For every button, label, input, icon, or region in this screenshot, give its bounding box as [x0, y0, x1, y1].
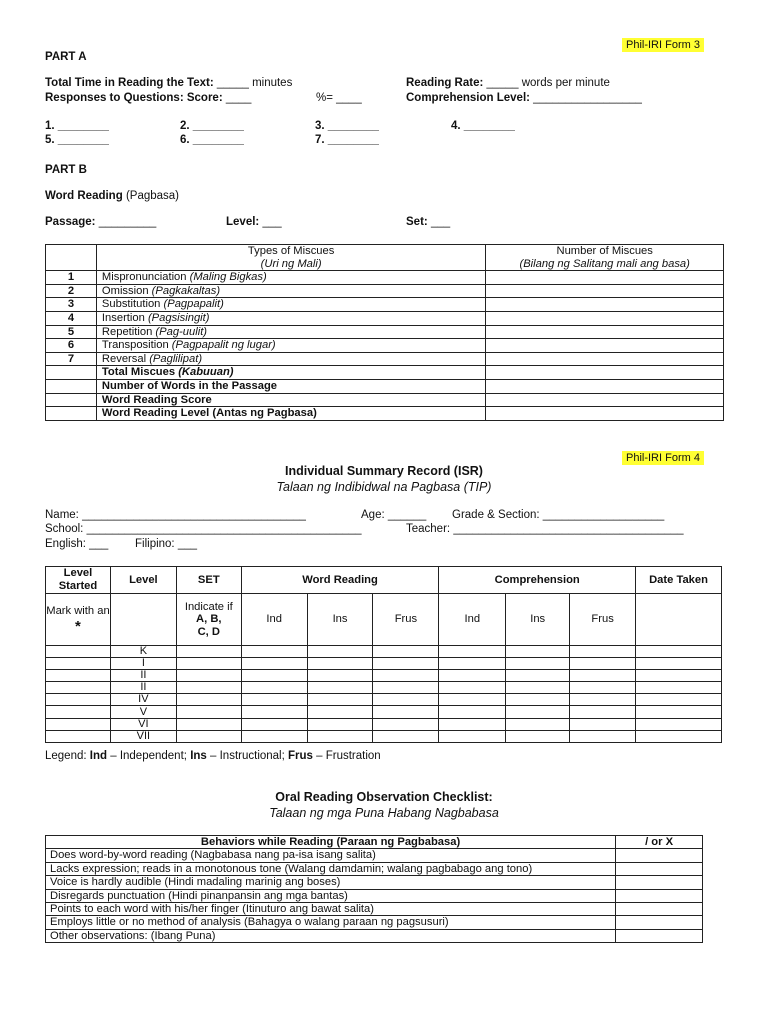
word-reading-frus-header: Frus — [373, 594, 439, 646]
miscue-type — [96, 325, 485, 339]
word-reading-ins-header: Ins — [307, 594, 373, 646]
checklist-row — [46, 889, 703, 902]
grade-field[interactable]: ___________________ — [542, 509, 665, 521]
responses-label: Responses to Questions: Score: — [45, 92, 223, 104]
date-taken-subheader-blank — [636, 594, 722, 646]
isr-entry-cell[interactable] — [439, 706, 506, 718]
reading-rate-field[interactable]: _____ words per minute — [486, 77, 610, 89]
miscue-tagalog: (Maling Bigkas) — [189, 271, 267, 284]
behavior-text: Employs little or no method of analysis (Bahagya o walang paraan ng pagsusuri) — [46, 916, 616, 929]
level-subheader-blank — [110, 594, 176, 646]
miscue-label: Reversal — [101, 352, 147, 365]
isr-entry-cell[interactable] — [439, 694, 506, 706]
word-reading-header: Word Reading — [241, 567, 439, 594]
miscue-count-cell[interactable] — [486, 271, 724, 285]
isr-level-row — [46, 706, 722, 718]
blank-cell — [46, 379, 97, 393]
word-reading-sub: (Pagbasa) — [125, 190, 179, 202]
miscue-label: Mispronunciation — [101, 271, 187, 284]
level-field[interactable]: ___ — [262, 216, 282, 228]
number-of-words-cell[interactable] — [486, 379, 724, 393]
isr-entry-cell[interactable] — [636, 730, 722, 742]
filipino-field[interactable]: ___ — [177, 538, 198, 550]
miscues-header-blank — [46, 245, 97, 271]
miscue-label: Insertion — [101, 311, 145, 324]
responses-line — [45, 92, 251, 104]
miscue-number: 4 — [46, 311, 97, 325]
isr-level-label: V — [110, 706, 176, 718]
isr-level-label: VI — [110, 718, 176, 730]
reading-rate-line — [406, 77, 610, 89]
isr-entry-cell[interactable] — [46, 670, 111, 682]
isr-entry-cell[interactable] — [506, 730, 570, 742]
blank-cell — [46, 393, 97, 407]
mark-with-text: Mark with an — [46, 604, 110, 617]
comprehension-ind-header: Ind — [439, 594, 506, 646]
isr-entry-cell[interactable] — [241, 658, 307, 670]
comprehension-frus-header: Frus — [570, 594, 636, 646]
legend-prefix: Legend: — [45, 750, 87, 762]
miscue-tagalog: (Paglilipat) — [149, 352, 203, 365]
passage-line — [45, 216, 156, 228]
set-label: Set: — [406, 216, 428, 228]
miscue-count-cell[interactable] — [486, 325, 724, 339]
miscue-type — [96, 352, 485, 366]
isr-entry-cell[interactable] — [241, 730, 307, 742]
miscue-number: 5 — [46, 325, 97, 339]
word-reading-label: Word Reading — [45, 190, 123, 202]
set-field[interactable]: ___ — [430, 216, 451, 228]
level-started-header: Level Started — [46, 567, 111, 594]
word-reading-score-row — [46, 393, 724, 407]
age-label: Age: — [361, 509, 385, 521]
set-options-line1: A, B, — [196, 613, 222, 626]
word-reading-level-row — [46, 407, 724, 421]
level-line — [226, 216, 282, 228]
school-label: School: — [45, 523, 84, 535]
isr-entry-cell[interactable] — [241, 646, 307, 658]
isr-entry-cell[interactable] — [506, 646, 570, 658]
number-of-words-row — [46, 379, 724, 393]
isr-entry-cell[interactable] — [439, 646, 506, 658]
isr-entry-cell[interactable] — [636, 658, 722, 670]
checklist-rows — [46, 849, 703, 943]
comprehension-line — [406, 92, 642, 104]
form3-badge: Phil-IRI Form 3 — [622, 38, 704, 52]
behavior-text: Voice is hardly audible (Hindi madaling marinig ang boses) — [46, 876, 616, 889]
miscues-header-row — [46, 245, 724, 271]
miscue-tagalog: (Pagkakaltas) — [151, 284, 221, 297]
isr-entry-cell[interactable] — [307, 682, 373, 694]
mark-with-cell — [46, 594, 111, 646]
isr-entry-cell[interactable] — [176, 646, 241, 658]
comprehension-label: Comprehension Level: — [406, 92, 530, 104]
types-of-miscues-header — [96, 245, 485, 271]
blank-cell — [46, 366, 97, 380]
checklist-row — [46, 929, 703, 942]
isr-level-row — [46, 682, 722, 694]
isr-entry-cell[interactable] — [46, 694, 111, 706]
teacher-line — [406, 523, 684, 535]
behavior-mark-cell[interactable] — [616, 889, 703, 902]
isr-level-row — [46, 730, 722, 742]
percent-field[interactable]: %= ____ — [316, 92, 362, 104]
filipino-line — [135, 538, 197, 550]
miscue-count-cell[interactable] — [486, 352, 724, 366]
miscue-number: 7 — [46, 352, 97, 366]
isr-subtitle: Talaan ng Indibidwal na Pagbasa (TIP) — [276, 480, 492, 494]
isr-entry-cell[interactable] — [46, 658, 111, 670]
miscue-tagalog: (Pagpapalit) — [163, 298, 224, 311]
checklist-row — [46, 903, 703, 916]
total-time-field[interactable]: _____ minutes — [216, 77, 293, 89]
isr-title: Individual Summary Record (ISR) — [285, 464, 483, 478]
passage-label: Passage: — [45, 216, 96, 228]
isr-entry-cell[interactable] — [307, 646, 373, 658]
miscue-number: 3 — [46, 298, 97, 312]
miscue-number: 6 — [46, 339, 97, 353]
isr-entry-cell[interactable] — [506, 694, 570, 706]
answer-1[interactable]: 1. ________ — [45, 120, 109, 132]
legend-frus: Frus — [288, 750, 313, 762]
miscue-row — [46, 298, 724, 312]
answer-6[interactable]: 6. ________ — [180, 134, 244, 146]
miscue-row — [46, 311, 724, 325]
passage-field[interactable]: _________ — [98, 216, 157, 228]
behavior-text: Disregards punctuation (Hindi pinanpansin ang mga bantas) — [46, 889, 616, 902]
isr-entry-cell[interactable] — [636, 670, 722, 682]
behavior-mark-cell[interactable] — [616, 903, 703, 916]
miscue-row — [46, 352, 724, 366]
isr-entry-cell[interactable] — [636, 646, 722, 658]
isr-entry-cell[interactable] — [439, 730, 506, 742]
age-field[interactable]: ______ — [387, 509, 427, 521]
isr-level-row — [46, 694, 722, 706]
isr-level-row — [46, 646, 722, 658]
isr-entry-cell[interactable] — [570, 718, 636, 730]
level-header: Level — [110, 567, 176, 594]
miscue-type — [96, 311, 485, 325]
comprehension-field[interactable]: _________________ — [533, 92, 642, 104]
checklist-subtitle: Talaan ng mga Puna Habang Nagbabasa — [269, 806, 499, 820]
isr-entry-cell[interactable] — [570, 658, 636, 670]
isr-entry-cell[interactable] — [506, 658, 570, 670]
isr-entry-cell[interactable] — [439, 658, 506, 670]
isr-subheader-row — [46, 594, 722, 646]
isr-entry-cell[interactable] — [241, 670, 307, 682]
miscue-tagalog: (Pagsisingit) — [147, 311, 210, 324]
isr-entry-cell[interactable] — [373, 682, 439, 694]
miscue-row — [46, 271, 724, 285]
isr-entry-cell[interactable] — [570, 682, 636, 694]
miscue-label: Omission — [101, 284, 149, 297]
isr-entry-cell[interactable] — [307, 718, 373, 730]
miscue-type — [96, 298, 485, 312]
legend-ind-desc: – Independent; — [110, 750, 187, 762]
isr-entry-cell[interactable] — [307, 706, 373, 718]
miscue-tagalog: (Pag-uulit) — [155, 325, 208, 338]
isr-entry-cell[interactable] — [636, 706, 722, 718]
isr-entry-cell[interactable] — [176, 730, 241, 742]
isr-entry-cell[interactable] — [570, 706, 636, 718]
level-label: Level: — [226, 216, 260, 228]
answer-3[interactable]: 3. ________ — [315, 120, 379, 132]
grade-label: Grade & Section: — [452, 509, 540, 521]
word-reading-score-cell[interactable] — [486, 393, 724, 407]
observation-checklist-table — [45, 835, 703, 943]
miscue-number: 1 — [46, 271, 97, 285]
isr-entry-cell[interactable] — [570, 646, 636, 658]
behavior-mark-cell[interactable] — [616, 862, 703, 875]
school-line — [45, 523, 362, 535]
isr-entry-cell[interactable] — [307, 670, 373, 682]
form4-badge: Phil-IRI Form 4 — [622, 451, 704, 465]
word-reading-level-cell[interactable] — [486, 407, 724, 421]
isr-entry-cell[interactable] — [570, 694, 636, 706]
word-reading-title — [45, 190, 179, 202]
checklist-header-row — [46, 836, 703, 849]
miscue-label: Substitution — [101, 298, 161, 311]
behavior-text: Points to each word with his/her finger (Itinuturo ang bawat salita) — [46, 903, 616, 916]
total-miscues-text: Total Miscues — [101, 366, 176, 379]
miscue-count-cell[interactable] — [486, 298, 724, 312]
legend-ins: Ins — [190, 750, 207, 762]
isr-level-label: II — [110, 670, 176, 682]
total-miscues-row — [46, 366, 724, 380]
blank-cell — [46, 407, 97, 421]
age-line — [361, 509, 426, 521]
isr-entry-cell[interactable] — [373, 658, 439, 670]
isr-entry-cell[interactable] — [506, 718, 570, 730]
word-reading-ind-header: Ind — [241, 594, 307, 646]
part-b-heading: PART B — [45, 164, 87, 176]
number-of-miscues-title: Number of Miscues — [556, 245, 653, 257]
answer-5[interactable]: 5. ________ — [45, 134, 109, 146]
isr-level-label: K — [110, 646, 176, 658]
isr-entry-cell[interactable] — [176, 682, 241, 694]
grade-line — [452, 509, 664, 521]
isr-entry-cell[interactable] — [46, 706, 111, 718]
behavior-text: Lacks expression; reads in a monotonous tone (Walang damdamin; walang pagbabago ang tono) — [46, 862, 616, 875]
isr-entry-cell[interactable] — [373, 646, 439, 658]
miscue-type — [96, 339, 485, 353]
answer-7[interactable]: 7. ________ — [315, 134, 379, 146]
isr-entry-cell[interactable] — [46, 718, 111, 730]
comprehension-header: Comprehension — [439, 567, 636, 594]
isr-entry-cell[interactable] — [636, 718, 722, 730]
isr-entry-cell[interactable] — [506, 670, 570, 682]
word-reading-level-label: Word Reading Level (Antas ng Pagbasa) — [96, 407, 485, 421]
behaviors-header: Behaviors while Reading (Paraan ng Pagbabasa) — [46, 836, 616, 849]
miscue-row — [46, 284, 724, 298]
date-taken-header: Date Taken — [636, 567, 722, 594]
teacher-label: Teacher: — [406, 523, 451, 535]
english-field[interactable]: ___ — [89, 538, 109, 550]
legend-ins-desc: – Instructional; — [210, 750, 285, 762]
behavior-text: Does word-by-word reading (Nagbabasa nang pa-isa isang salita) — [46, 849, 616, 862]
miscue-count-cell[interactable] — [486, 339, 724, 353]
types-of-miscues-title: Types of Miscues — [247, 245, 335, 257]
isr-entry-cell[interactable] — [570, 730, 636, 742]
isr-entry-cell[interactable] — [176, 706, 241, 718]
isr-level-rows — [46, 646, 722, 743]
name-line — [45, 509, 306, 521]
miscue-row — [46, 339, 724, 353]
isr-entry-cell[interactable] — [570, 670, 636, 682]
isr-entry-cell[interactable] — [176, 718, 241, 730]
name-field[interactable]: ___________________________________ — [82, 509, 306, 521]
answer-2[interactable]: 2. ________ — [180, 120, 244, 132]
isr-entry-cell[interactable] — [46, 682, 111, 694]
behavior-mark-cell[interactable] — [616, 849, 703, 862]
miscues-table — [45, 244, 724, 421]
reading-rate-label: Reading Rate: — [406, 77, 484, 89]
behavior-mark-cell[interactable] — [616, 916, 703, 929]
isr-entry-cell[interactable] — [506, 706, 570, 718]
legend-ind: Ind — [89, 750, 108, 762]
checklist-title: Oral Reading Observation Checklist: — [275, 790, 493, 804]
isr-entry-cell[interactable] — [307, 658, 373, 670]
school-field[interactable]: ___________________________________________ — [86, 523, 362, 535]
isr-entry-cell[interactable] — [241, 718, 307, 730]
isr-level-row — [46, 658, 722, 670]
number-of-words-label: Number of Words in the Passage — [96, 379, 485, 393]
total-miscues-label — [96, 366, 485, 380]
isr-entry-cell[interactable] — [373, 694, 439, 706]
isr-entry-cell[interactable] — [176, 670, 241, 682]
comprehension-ins-header: Ins — [506, 594, 570, 646]
number-of-miscues-header — [486, 245, 724, 271]
set-line — [406, 216, 450, 228]
legend — [45, 750, 381, 762]
legend-frus-desc: – Frustration — [316, 750, 381, 762]
name-label: Name: — [45, 509, 79, 521]
isr-entry-cell[interactable] — [373, 718, 439, 730]
word-reading-score-label: Word Reading Score — [96, 393, 485, 407]
isr-level-row — [46, 670, 722, 682]
total-miscues-cell[interactable] — [486, 366, 724, 380]
isr-entry-cell[interactable] — [176, 658, 241, 670]
isr-table — [45, 566, 722, 743]
responses-field[interactable]: ____ — [225, 92, 252, 104]
isr-entry-cell[interactable] — [439, 718, 506, 730]
indicate-cell — [176, 594, 241, 646]
asterisk-icon: * — [75, 617, 81, 635]
isr-level-row — [46, 718, 722, 730]
behavior-mark-cell[interactable] — [616, 876, 703, 889]
isr-entry-cell[interactable] — [46, 730, 111, 742]
isr-entry-cell[interactable] — [439, 670, 506, 682]
checklist-row — [46, 862, 703, 875]
behavior-mark-cell[interactable] — [616, 929, 703, 942]
isr-entry-cell[interactable] — [506, 682, 570, 694]
isr-level-label: II — [110, 682, 176, 694]
checklist-row — [46, 916, 703, 929]
isr-entry-cell[interactable] — [307, 694, 373, 706]
miscue-number: 2 — [46, 284, 97, 298]
teacher-field[interactable]: ____________________________________ — [453, 523, 684, 535]
checklist-row — [46, 849, 703, 862]
mark-header: / or X — [616, 836, 703, 849]
isr-level-label: I — [110, 658, 176, 670]
isr-entry-cell[interactable] — [176, 694, 241, 706]
isr-entry-cell[interactable] — [241, 706, 307, 718]
number-of-miscues-sub: (Bilang ng Salitang mali ang basa) — [519, 257, 690, 270]
isr-header-row — [46, 567, 722, 594]
miscue-type — [96, 271, 485, 285]
answer-4[interactable]: 4. ________ — [451, 120, 515, 132]
isr-entry-cell[interactable] — [241, 682, 307, 694]
set-header: SET — [176, 567, 241, 594]
miscue-type — [96, 284, 485, 298]
english-line — [45, 538, 108, 550]
miscue-count-cell[interactable] — [486, 284, 724, 298]
isr-level-label: IV — [110, 694, 176, 706]
set-options-line2: C, D — [197, 625, 220, 638]
filipino-label: Filipino: — [135, 538, 175, 550]
isr-entry-cell[interactable] — [636, 682, 722, 694]
miscue-count-cell[interactable] — [486, 311, 724, 325]
isr-level-label: VII — [110, 730, 176, 742]
isr-entry-cell[interactable] — [307, 730, 373, 742]
english-label: English: — [45, 538, 86, 550]
isr-entry-cell[interactable] — [46, 646, 111, 658]
isr-entry-cell[interactable] — [373, 730, 439, 742]
part-a-heading: PART A — [45, 51, 87, 63]
indicate-text: Indicate if — [184, 600, 233, 613]
checklist-row — [46, 876, 703, 889]
isr-entry-cell[interactable] — [636, 694, 722, 706]
miscue-label: Repetition — [101, 325, 153, 338]
isr-entry-cell[interactable] — [439, 682, 506, 694]
isr-entry-cell[interactable] — [241, 694, 307, 706]
behavior-text: Other observations: (Ibang Puna) — [46, 929, 616, 942]
miscue-tagalog: (Pagpapalit ng lugar) — [171, 339, 276, 352]
total-time-label: Total Time in Reading the Text: — [45, 77, 214, 89]
isr-entry-cell[interactable] — [373, 670, 439, 682]
total-time-line — [45, 77, 292, 89]
isr-entry-cell[interactable] — [373, 706, 439, 718]
miscue-row — [46, 325, 724, 339]
types-of-miscues-sub: (Uri ng Mali) — [260, 257, 322, 270]
miscue-label: Transposition — [101, 339, 169, 352]
total-miscues-tagalog: (Kabuuan) — [178, 366, 234, 379]
